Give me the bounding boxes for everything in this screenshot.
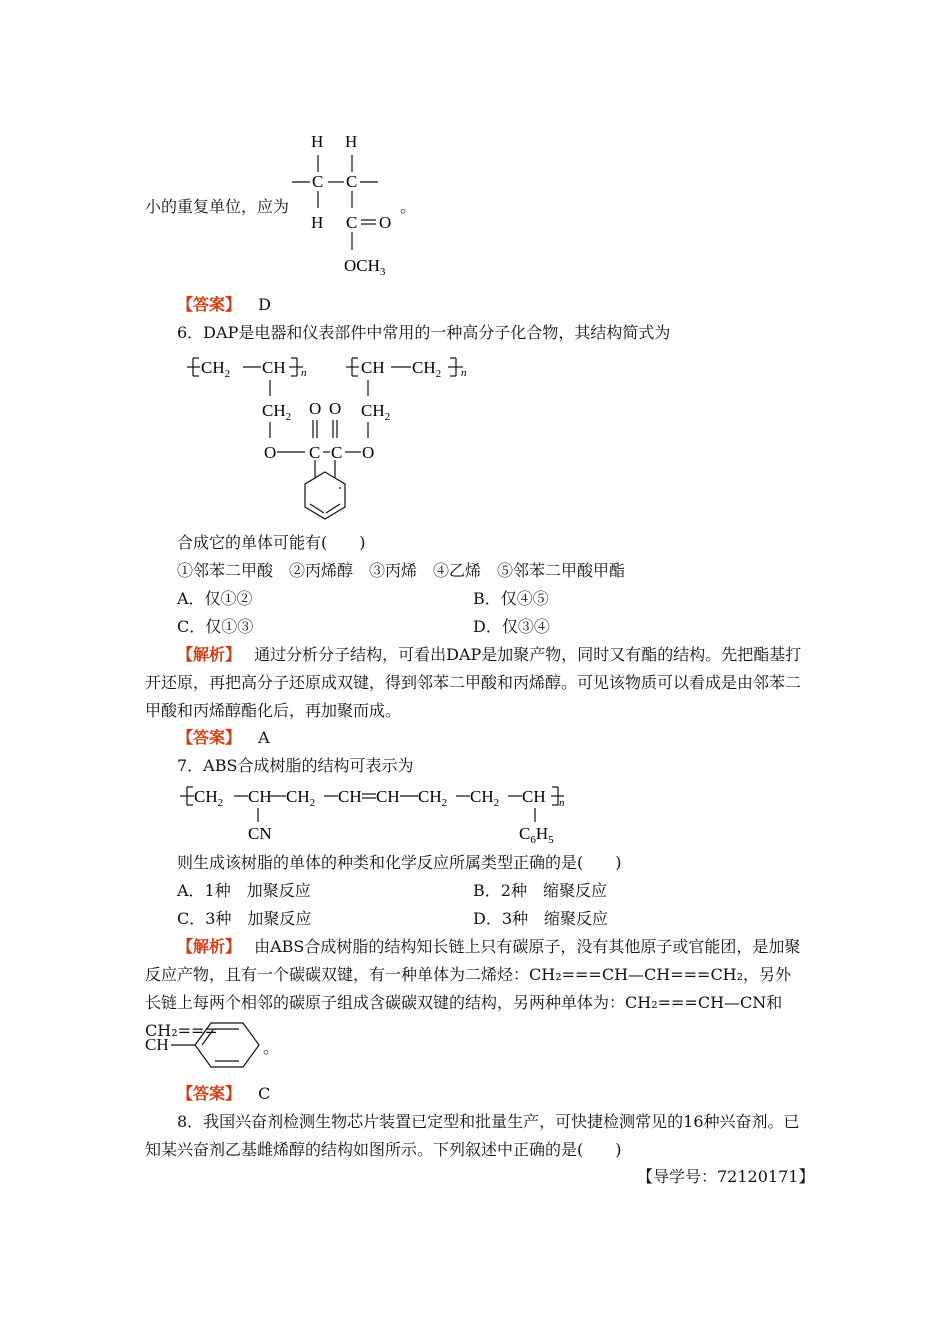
q6-option-a: A．仅①② [177,589,253,608]
q7-ch-4: CH [338,787,362,806]
q7-answer [177,1081,270,1104]
q7-n: n [559,797,565,809]
q6-ch-b: CH [361,358,385,377]
q7-ch2-3: $CH_2$ [286,787,316,809]
q5-atom-h3: H [311,213,324,232]
q7-ch2-6: $CH_2$ [418,787,448,809]
answer-label: 【答案】 [177,728,242,747]
q7-option-b: B．2种 缩聚反应 [473,881,607,900]
q6-answer [177,725,270,748]
q7-ch-2: CH [248,787,272,806]
q6-ch2-c: $CH_2$ [262,401,292,423]
q5-period: 。 [400,197,417,216]
q6-ch2-d: $CH_2$ [361,401,391,423]
q6-ch2-b: $CH_2$ [412,358,442,380]
q7-ch-8: CH [522,787,546,806]
analysis-period: 。 [263,1038,280,1057]
benzene-ring-icon [171,1020,271,1070]
q6-stem: 6．DAP是电器和仪表部件中常用的一种高分子化合物，其结构简式为 [177,323,671,342]
q7-ch2-1: $CH_2$ [194,787,224,809]
q7-stem: 7．ABS合成树脂的结构可表示为 [177,756,414,775]
q7-ch2-7: $CH_2$ [470,787,500,809]
q7-option-a: A．1种 加聚反应 [177,881,311,900]
q6-o-left: O [264,443,277,462]
q7-option-c: C．3种 加聚反应 [177,909,312,928]
q5-atom-och3: $OCH_3$ [344,256,386,278]
analysis-text: 由ABS合成树脂的结构知长链上只有碳原子，没有其他原子或官能团，是加聚反应产物，且有一个碳碳双键，有一种单体为二烯烃：CH₂===CH—CH===CH₂，另外长链上每两个相邻的碳原子组成含碳碳双键的结构，另两种单体为：CH₂===CH—CN和CH₂=== [145,937,801,1040]
q7-prompt: 则生成该树脂的单体的种类和化学反应所属类型正确的是( ) [177,853,622,872]
q6-analysis [145,641,807,725]
answer-value: A [258,728,270,747]
q7-option-d: D．3种 缩聚反应 [473,909,609,928]
q6-c-right: C [331,443,343,462]
q6-o-right: O [362,443,375,462]
analysis-text: 通过分析分子结构，可看出DAP是加聚产物，同时又有酯的结构。先把酯基打开还原，再把高分子还原成双键，得到邻苯二甲酸和丙烯醇。可见该物质可以看成是由邻苯二甲酸和丙烯醇酯化后，再加聚而成。 [145,645,802,720]
answer-label: 【答案】 [177,1084,242,1103]
q5-lead-text: 小的重复单位，应为 [145,197,290,216]
q6-o-top2: O [329,399,342,418]
q5-structure [288,125,413,280]
analysis-ch: CH [145,1035,169,1054]
q6-option-d: D．仅③④ [473,617,550,636]
q5-answer [177,292,271,315]
q5-atom-h2: H [345,132,358,151]
q5-atom-h1: H [311,132,324,151]
analysis-label: 【解析】 [177,937,242,956]
q6-n-a: n [301,367,307,379]
q6-option-b: B．仅④⑤ [473,589,549,608]
q6-ch2-a: $CH_2$ [201,358,231,380]
answer-value: D [258,295,271,314]
q6-prompt: 合成它的单体可能有( ) [177,533,366,552]
analysis-label: 【解析】 [177,645,242,664]
q5-atom-c2: C [346,172,358,191]
q6-n-b: n [461,367,467,379]
q6-structure [185,352,485,524]
q5-atom-c3: C [346,213,358,232]
q6-o-top1: O [309,399,322,418]
answer-label: 【答案】 [177,295,242,314]
q8-guide-number: 【导学号：72120171】 [637,1167,815,1186]
q6-c-left: C [309,443,321,462]
q5-atom-o: O [379,213,392,232]
q6-ch-a: CH [262,358,286,377]
q8-stem: 8．我国兴奋剂检测生物芯片装置已定型和批量生产，可快捷检测常见的16种兴奋剂。已知某兴奋剂乙基雌烯醇的结构如图所示。下列叙述中正确的是( ) [145,1112,800,1159]
q7-c6h5: $C_6H_5$ [519,824,554,846]
q7-cn: CN [248,824,272,843]
answer-value: C [258,1084,271,1103]
q5-atom-c1: C [312,172,324,191]
q7-structure [178,782,578,848]
q6-items: ①邻苯二甲酸 ②丙烯醇 ③丙烯 ④乙烯 ⑤邻苯二甲酸甲酯 [177,561,626,580]
q7-ch-5: CH [376,787,400,806]
q6-option-c: C．仅①③ [177,617,254,636]
